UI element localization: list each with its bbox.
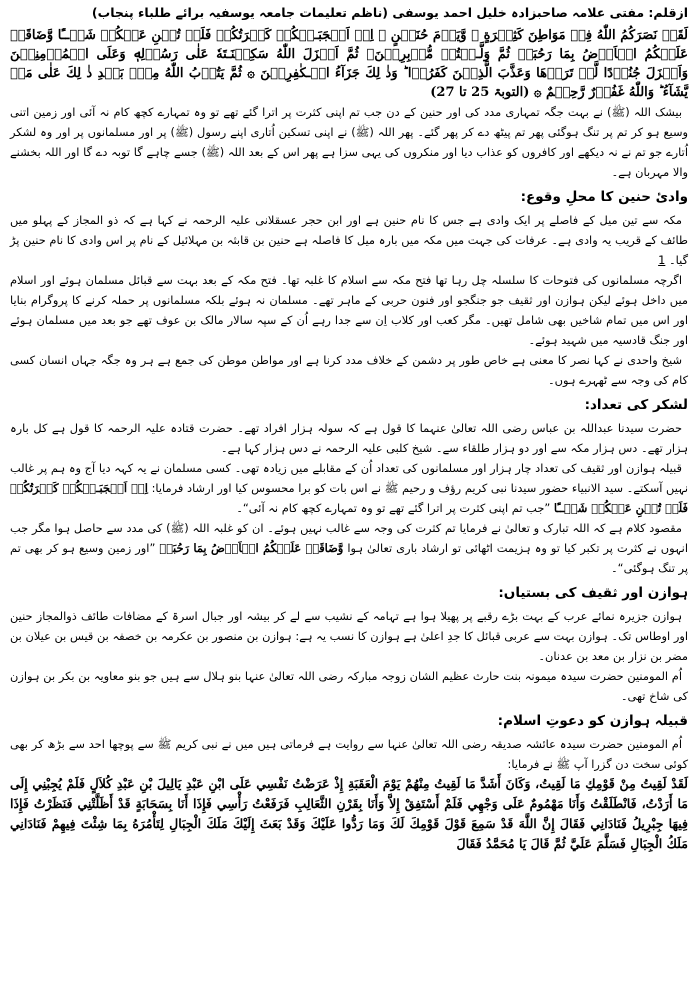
wadi-paragraph-3: شیخ واحدی نے کہا نصر کا معنی ہے خاص طور پر دشمن کے خلاف مدد کرنا ہے اور مواطن موطن کی جمع ہے ہر وہ جگہ جہاں انسان کسی کام کی وجہ سے ٹھہرے ہوں۔ (10, 353, 688, 387)
settlements-paragraph-1: ہوازن جزیرہ نمائے عرب کے بہت بڑے رقبے پر پھیلا ہوا ہے تہامہ کے نشیب سے لے کر بیشہ اور جبال اسرۃ کے مضافات طائف ذوالمجاز حنین اور اوطاس تک۔ ہوازن بہت سے عربی قبائل کا جدِ اعلیٰ ہے ہوازن کا نسب یہ ہے: ہوازن بن منصور بن عکرمہ بن خصفہ بن قیس بن عیلان بن مضر بن نزار بن معد بن عدنان۔ (10, 609, 688, 663)
army-paragraph-2-arabic: اِذۡ اَعۡجَبَـتۡكُمۡ كَثۡرَتُكُمۡ فَلَمۡ تُغۡنِ عَنۡكُمۡ شَيۡــًٔا (10, 481, 688, 515)
army-paragraph-2-text: قبیلہ ہوازن اور ثقیف کی تعداد چار ہزار اور مسلمانوں کی تعداد اُن کے مقابلے میں زیادہ تھی۔ کسی مسلمان نے یہ کہہ دیا آج وہ ہم پر غالب نہیں آسکتے۔ سید الانبیاء حضور سیدنا نبی کریم رؤف و رحیم ﷺ نے اس بات کو برا محسوس کیا اور ارشاد فرمایا: (10, 461, 689, 495)
army-paragraph-3 (10, 518, 688, 578)
quran-verse (10, 26, 688, 102)
wadi-paragraph-1 (10, 210, 688, 270)
army-section (10, 394, 688, 578)
dawah-paragraph-1: اُم المومنین حضرت سیدہ عائشہ صدیقہ رضی اللہ تعالیٰ عنہا سے روایت ہے فرماتی ہیں میں نے نبی کریم ﷺ سے پوچھا احد سے بڑھ کر بھی کوئی سخت دن گزرا آپ ﷺ نے فرمایا: (10, 737, 688, 771)
author-byline: ازقلم: مفتی علامہ صاحبزادہ خلیل احمد یوسفی (ناظم تعلیمات جامعہ یوسفیہ برائے طلباء پنجاب) (91, 5, 688, 20)
army-paragraph-3-text: مقصود کلام ہے کہ اللہ تبارک و تعالیٰ نے فرمایا تم کثرت کی وجہ سے غالب نہیں ہوئے۔ ان کو غلبہ اللہ (ﷺ) کی مدد سے حاصل ہوا مگر جب انہوں نے کثرت پر تکبر کیا تو وہ ہزیمت اٹھائی تو ارشاد باری تعالیٰ ہوا (10, 521, 688, 555)
verse-reference: (التوبۃ 25 تا 27) (430, 85, 530, 100)
dawah-heading: قبیلہ ہوازن کو دعوتِ اسلام: (497, 713, 688, 729)
settlements-paragraph-2: اُم المومنین حضرت سیدہ میمونہ بنت حارث عظیم الشان زوجہ مبارکہ رضی اللہ تعالیٰ عنہا بنو ہلال سے ہیں جو بنو معاویہ بن بکر بن ہوازن کی شاخ تھی۔ (10, 669, 688, 703)
footnote-marker: 1 (658, 253, 666, 267)
army-paragraph-2 (10, 458, 688, 518)
settlements-section (10, 582, 688, 706)
wadi-heading: وادیٔ حنین کا محلِ وقوع: (520, 189, 688, 205)
verse-translation: بیشک اللہ (ﷺ) نے بہت جگہ تمہاری مدد کی اور حنین کے دن جب تم اپنی کثرت پر اترا گئے تھے تو وہ تمہارے کچھ کام نہ آئی اور زمین اتنی وسیع ہو کر تم پر تنگ ہوگئی پھر تم پیٹھ دے کر پھر گئے۔ پھر اللہ (ﷺ) نے اپنی تسکین اُتاری اپنے رسول (ﷺ) پر اور مسلمانوں پر اور وہ لشکر اُتارے جو تم نے نہ دیکھے اور کافروں کو عذاب دیا اور منکروں کی یہی سزا ہے پھر اس کے بعد اللہ (ﷺ) جسے چاہے گا توبہ دے گا اور اللہ بخشنے والا مہربان ہے۔ (10, 105, 688, 179)
army-paragraph-3-arabic: وَّضَاقَتۡ عَلَيۡكُمُ الۡاَرۡضُ بِمَا رَحُبَتۡ (159, 541, 344, 555)
dawah-section (10, 710, 688, 854)
wadi-paragraph-2: اگرچہ مسلمانوں کی فتوحات کا سلسلہ چل رہا تھا فتح مکہ سے اسلام کا غلبہ تھا۔ فتح مکہ کے بعد بہت سے قبائل مسلمان ہوئے اور اسلام میں داخل ہوئے لیکن ہوازن اور ثقیف جو جنگجو اور فنون حربی کے ماہر تھے۔ مسلمان نہ ہوئے بلکہ مسلمانوں پر حملہ کرنے کا پروگرام بنایا اور اس میں تمام شاخیں بھی شامل تھیں۔ مگر کعب اور کلاب اِن سے جدا رہے اُن کے سپہ سالار مالک بن عوف تھے جو بعد میں مسلمان ہوئے اور جنگ قادسیہ میں شہید ہوئے۔ (10, 273, 688, 347)
wadi-paragraph-1-text: مکہ سے تین میل کے فاصلے پر ایک وادی ہے جس کا نام حنین ہے اور ابن حجر عسقلانی علیہ الرحمہ نے کہا ہے کہ ذو المجاز کے پہلو میں طائف کے قریب یہ وادی ہے۔ عرفات کی جہت میں مکہ میں بارہ میل کا فاصلہ ہے حنین بن قابثہ بن مہلائیل کے نام پر اس وادی کا نام حنین پڑ گیا۔ (10, 213, 688, 267)
army-paragraph-2-end: ”جب تم اپنی کثرت پر اترا گئے تھے تو وہ تمہارے کچھ کام نہ آئی“۔ (236, 501, 551, 515)
wadi-section (10, 186, 688, 390)
army-paragraph-1: حضرت سیدنا عبداللہ بن عباس رضی اللہ تعالیٰ عنہما کا قول ہے کہ سولہ ہزار افراد تھے۔ حضرت قتادہ علیہ الرحمہ کا قول ہے کل بارہ ہزار تھے۔ دس ہزار مکہ سے اور دو ہزار طلقاء سے۔ شیخ کلبی علیہ الرحمہ نے دس ہزار کہا ہے۔ (10, 421, 688, 455)
army-paragraph-3-end: ”اور زمین وسیع ہو کر بھی تم پر تنگ ہوگئی“۔ (10, 541, 688, 575)
verse-text: لَقَدۡ نَصَرَكُمُ اللّٰهُ فِىۡ مَوَاطِنَ كَثِيۡرَةٍ ۙ وَّيَوۡمَ حُنَيۡنٍ ۙ اِذۡ اَعۡجَبَـتۡكُمۡ كَثۡرَتُكُمۡ فَلَمۡ تُغۡنِ عَنۡكُمۡ شَيۡــًٔا وَّضَاقَتۡ عَلَيۡكُمُ الۡاَرۡضُ بِمَا رَحُبَتۡ ثُمَّ وَلَّـيۡتُمۡ مُّدۡبِرِيۡنَ‌ۚ ثُمَّ اَنۡزَلَ اللّٰهُ سَكِيۡنَـتَهٗ عَلٰى رَسُوۡلِهٖ وَعَلَى الۡمُؤۡمِنِيۡنَ وَاَنۡزَلَ جُنُوۡدًا لَّمۡ تَرَوۡهَا وَعَذَّبَ الَّذِيۡنَ كَفَرُوۡا‌ ؕ وَذٰ لِكَ جَزَآءُ الۡـكٰفِرِيۡنَ‏ ۞ ثُمَّ يَتُوۡبُ اللّٰهُ مِنۡۢ بَعۡدِ ذٰ لِكَ عَلٰى مَنۡ يَّشَآءُ‌ ؕ وَاللّٰهُ غَفُوۡرٌ رَّحِيۡمٌ ۞ (10, 28, 688, 100)
army-heading: لشکر کی تعداد: (584, 397, 688, 413)
settlements-heading: ہوازن اور ثقیف کی بستیاں: (498, 585, 688, 601)
intro-section (10, 26, 688, 182)
hadith-arabic: لَقَدْ لَقِيتُ مِنْ قَوْمِكِ مَا لَقِيتُ، وَكَانَ أَشَدَّ مَا لَقِيتُ مِنْهُمْ يَوْمَ الْعَقَبَةِ إِذْ عَرَضْتُ نَفْسِي عَلَى ابْنِ عَبْدِ يَالِيلَ بْنِ عَبْدِ كُلاَلٍ فَلَمْ يُجِبْنِي إِلَى مَا أَرَدْتُ، فَانْطَلَقْتُ وَأَنَا مَهْمُومٌ عَلَى وَجْهِي فَلَمْ أَسْتَفِقْ إِلاَّ وَأَنَا بِقَرْنِ الثَّعَالِبِ فَرَفَعْتُ رَأْسِي فَإِذَا أَنَا بِسَحَابَةٍ قَدْ أَظَلَّتْنِي فَنَظَرْتُ فَإِذَا فِيهَا جِبْرِيلُ فَنَادَانِي فَقَالَ إِنَّ اللَّهَ قَدْ سَمِعَ قَوْلَ قَوْمِكَ لَكَ وَمَا رَدُّوا عَلَيْكَ وَقَدْ بَعَثَ إِلَيْكَ مَلَكَ الْجِبَالِ لِتَأْمُرَهُ بِمَا شِئْتَ فِيهِمْ فَنَادَانِي مَلَكُ الْجِبَالِ فَسَلَّمَ عَلَيَّ ثُمَّ قَالَ يَا مُحَمَّدُ فَقَالَ (10, 776, 688, 851)
